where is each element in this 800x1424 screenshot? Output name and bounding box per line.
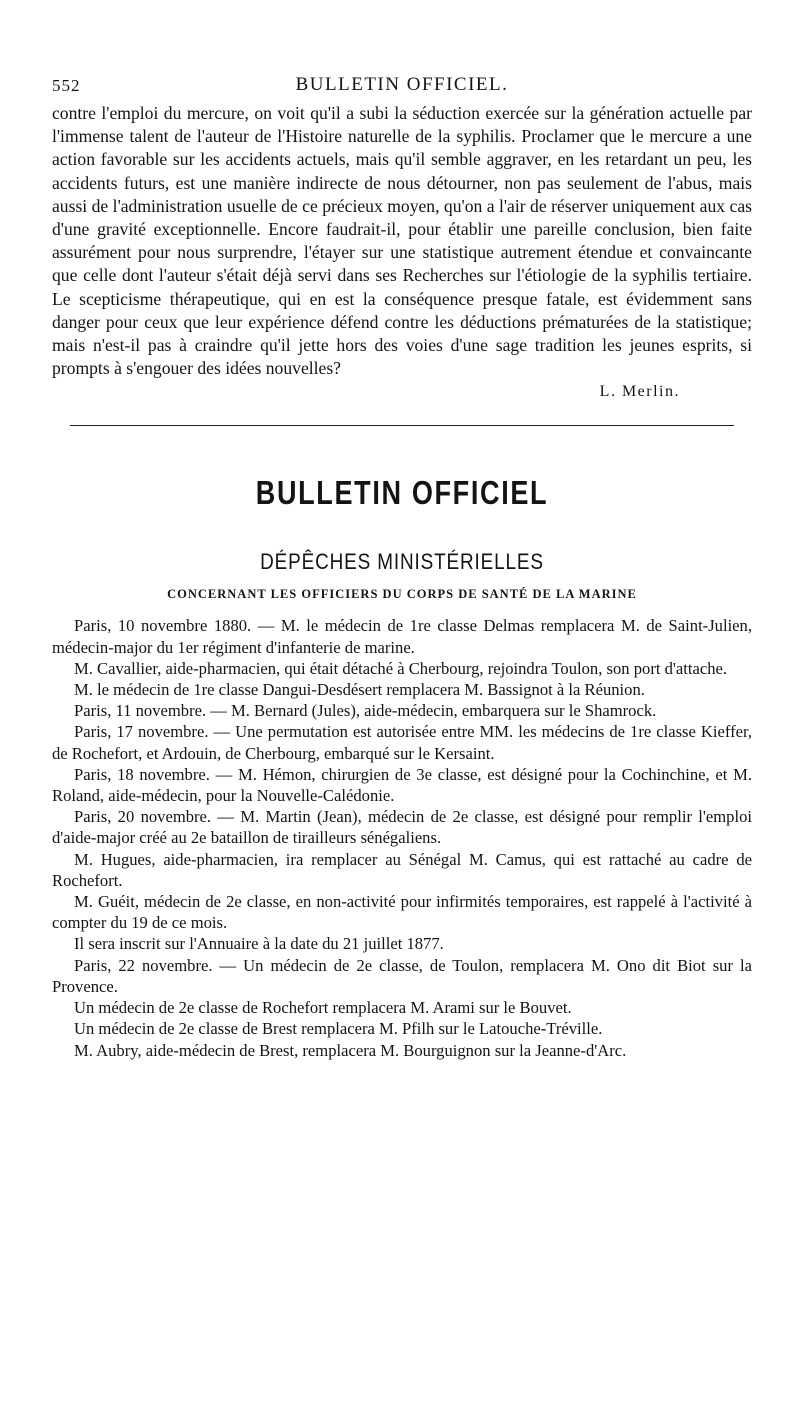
section-subtitle: DÉPÊCHES MINISTÉRIELLES xyxy=(260,549,544,575)
dispatch-entry: M. le médecin de 1re classe Dangui-Desdésert remplacera M. Bassignot à la Réunion. xyxy=(74,680,645,700)
dispatch-entry: Paris, 11 novembre. — M. Bernard (Jules), aide-médecin, embarquera sur le Shamrock. xyxy=(74,701,657,721)
dispatch-entry: Paris, 20 novembre. — M. Martin (Jean), médecin de 2e classe, est désigné pour remplir l'emploi d'aide-major créé au 2e bataillon de tirailleurs sénégaliens. xyxy=(52,807,752,848)
dispatch-entry: Un médecin de 2e classe de Rochefort remplacera M. Arami sur le Bouvet. xyxy=(74,998,572,1018)
article-signature: L. Merlin. xyxy=(599,383,680,401)
dispatch-entry: Il sera inscrit sur l'Annuaire à la date du 21 juillet 1877. xyxy=(74,934,444,954)
page-number: 552 xyxy=(52,76,81,95)
dispatch-entry: Un médecin de 2e classe de Brest remplacera M. Pfilh sur le Latouche-Tréville. xyxy=(74,1019,603,1039)
section-divider xyxy=(70,425,734,426)
dispatch-entry: M. Aubry, aide-médecin de Brest, remplacera M. Bourguignon sur la Jeanne-d'Arc. xyxy=(74,1040,627,1060)
section-title: BULLETIN OFFICIEL xyxy=(255,474,549,512)
document-page xyxy=(52,70,752,1061)
dispatch-entry: Paris, 22 novembre. — Un médecin de 2e classe, de Toulon, remplacera M. Ono dit Biot sur la Provence. xyxy=(52,955,752,996)
running-title: BULLETIN OFFICIEL. xyxy=(295,74,509,95)
dispatch-entry: Paris, 17 novembre. — Une permutation est autorisée entre MM. les médecins de 1re classe Kieffer, de Rochefort, et Ardouin, de Cherbourg, embarqué sur le Kersaint. xyxy=(52,722,752,763)
dispatch-entry: M. Cavallier, aide-pharmacien, qui était détaché à Cherbourg, rejoindra Toulon, son port d'attache. xyxy=(74,658,728,678)
dispatch-entries xyxy=(52,615,752,1060)
dispatch-entry: Paris, 10 novembre 1880. — M. le médecin de 1re classe Delmas remplacera M. de Saint-Julien, médecin-major du 1er régiment d'infanterie de marine. xyxy=(52,616,752,657)
running-header xyxy=(52,70,752,100)
article-paragraph: contre l'emploi du mercure, on voit qu'il a subi la séduction exercée sur la génération actuelle par l'immense talent de l'auteur de l'Histoire naturelle de la syphilis. Proclamer que le mercure a une action favorable sur les accidents actuels, mais qu'il semble aggraver, en les retardant un peu, les accidents futurs, est une manière indirecte de nous détourner, non pas seulement de l'abus, mais aussi de l'administration usuelle de ce précieux moyen, qu'on a l'air de réserver uniquement aux cas d'une gravité exceptionnelle. Encore faudrait-il, pour établir une pareille conclusion, bien faite assurément pour nous surprendre, l'étayer sur une statistique autrement étendue et convaincante que celle dont l'auteur s'était déjà servi dans ses Recherches sur l'étiologie de la syphilis tertiaire. Le scepticisme thérapeutique, qui en est la conséquence presque fatale, est évidemment sans danger pour ceux que leur expérience défend contre les déductions prématurées de la statistique; mais n'est-il pas à craindre qu'il jette hors des voies d'une sage tradition les jeunes esprits, si prompts à s'engouer des idées nouvelles? xyxy=(52,103,752,379)
section-subsubtitle: CONCERNANT LES OFFICIERS DU CORPS DE SANTÉ DE LA MARINE xyxy=(167,587,637,602)
dispatch-entry: M. Hugues, aide-pharmacien, ira remplacer au Sénégal M. Camus, qui est rattaché au cadre de Rochefort. xyxy=(52,849,752,890)
article-body xyxy=(52,102,752,403)
dispatch-entry: M. Guéit, médecin de 2e classe, en non-activité pour infirmités temporaires, est rappelé à l'activité à compter du 19 de ce mois. xyxy=(52,892,752,933)
dispatch-entry: Paris, 18 novembre. — M. Hémon, chirurgien de 3e classe, est désigné pour la Cochinchine, et M. Roland, aide-médecin, pour la Nouvelle-Calédonie. xyxy=(52,764,752,806)
